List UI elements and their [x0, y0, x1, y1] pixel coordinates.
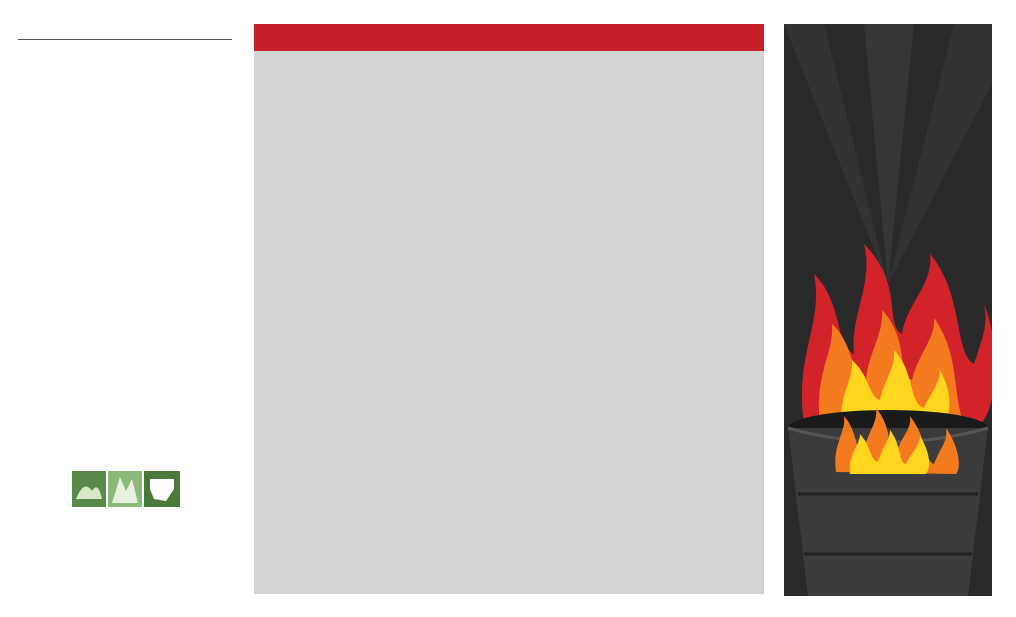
regulation-panel — [254, 24, 764, 594]
regulation-column-right — [518, 57, 750, 63]
divider — [18, 39, 232, 40]
regulation-heading — [254, 24, 764, 51]
dhec-logo — [70, 469, 182, 514]
dhec-emblem-icon — [70, 469, 182, 509]
open-burning-badge — [828, 464, 968, 467]
fire-illustration-icon — [784, 24, 992, 596]
info-panel — [18, 24, 232, 604]
cover-panel — [784, 24, 992, 596]
